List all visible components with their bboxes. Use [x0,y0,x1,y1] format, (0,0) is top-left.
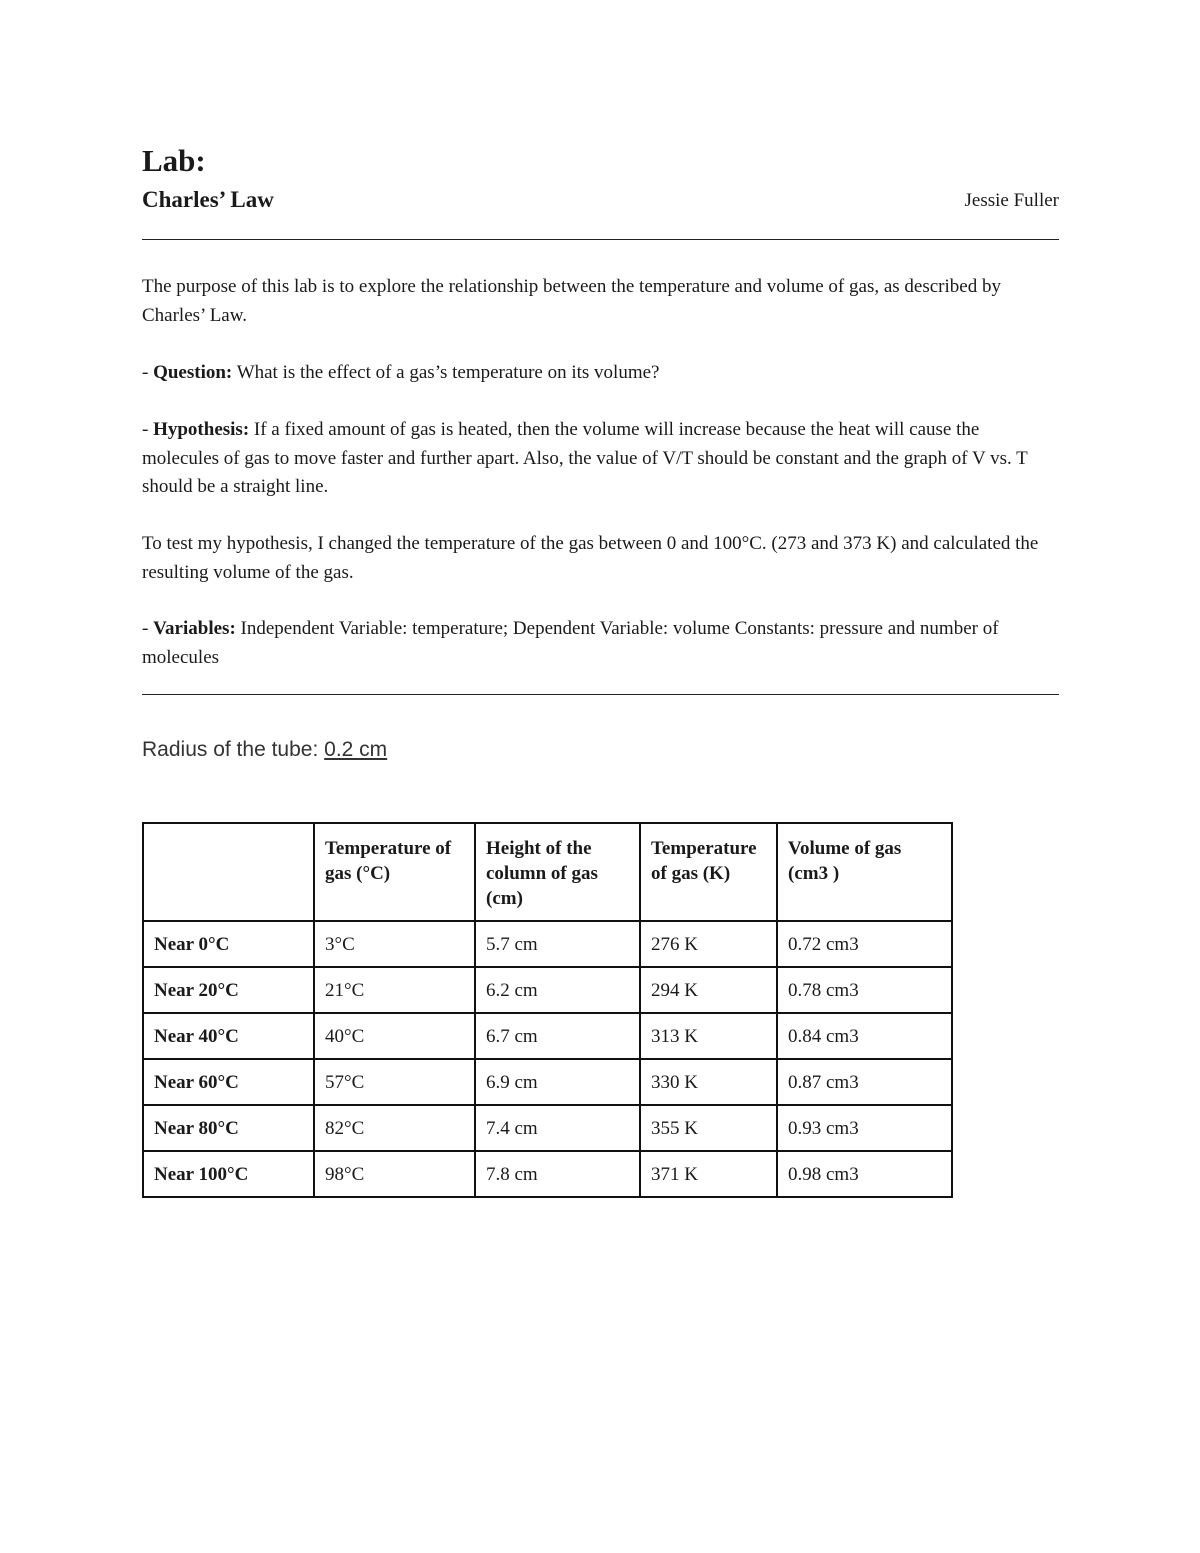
radius-value: 0.2 cm [324,738,388,761]
question-label: Question: [153,362,233,383]
document-title: Charles’ Law [142,187,274,212]
table-cell: 0.78 cm3 [777,967,952,1013]
table-row-label: Near 20°C [143,967,314,1013]
table-cell: 313 K [640,1013,777,1059]
table-row [143,967,952,1013]
table-cell: 6.7 cm [475,1013,640,1059]
table-cell: 0.72 cm3 [777,921,952,967]
title-row [142,184,1059,216]
radius-label: Radius of the tube: [142,738,319,761]
table-cell: 0.87 cm3 [777,1059,952,1105]
table-cell: 355 K [640,1105,777,1151]
hypothesis-paragraph: - Hypothesis: If a fixed amount of gas is heated, then the volume will increase because the heat will cause the molecules of gas to move faster and further apart. Also, the value of V/T should be constant and the graph of V vs. T should be a straight line. [142,419,1028,497]
table-cell: 82°C [314,1105,475,1151]
data-table [142,822,953,1198]
question-paragraph: - Question: What is the effect of a gas’s temperature on its volume? [142,362,660,383]
table-cell: 6.2 cm [475,967,640,1013]
table-header-cell: Temperature of gas (K) [640,823,777,921]
table-row [143,1151,952,1197]
hypothesis-label: Hypothesis: [153,419,250,440]
table-cell: 294 K [640,967,777,1013]
table-cell: 276 K [640,921,777,967]
table-cell: 0.98 cm3 [777,1151,952,1197]
variables-text: Independent Variable: temperature; Dependent Variable: volume Constants: pressure and number of molecules [142,618,999,668]
table-row-label: Near 100°C [143,1151,314,1197]
table-cell: 7.8 cm [475,1151,640,1197]
table-cell: 21°C [314,967,475,1013]
table-cell: 0.93 cm3 [777,1105,952,1151]
table-row [143,1013,952,1059]
table-cell: 98°C [314,1151,475,1197]
table-cell: 3°C [314,921,475,967]
table-row [143,1059,952,1105]
hypothesis-text: If a fixed amount of gas is heated, then the volume will increase because the heat will cause the molecules of gas to move faster and further apart. Also, the value of V/T should be constant and the graph of V vs. T should be a straight line. [142,419,1028,497]
author-name: Jessie Fuller [964,190,1059,211]
table-cell: 40°C [314,1013,475,1059]
table-header-cell: Temperature of gas (°C) [314,823,475,921]
table-cell: 57°C [314,1059,475,1105]
variables-paragraph: - Variables: Independent Variable: temperature; Dependent Variable: volume Constants: pressure and number of molecules [142,618,999,668]
table-row [143,921,952,967]
table-header-cell: Height of the column of gas (cm) [475,823,640,921]
table-row-label: Near 0°C [143,921,314,967]
table-cell: 7.4 cm [475,1105,640,1151]
table-cell: 0.84 cm3 [777,1013,952,1059]
table-cell: 6.9 cm [475,1059,640,1105]
lab-label: Lab: [142,143,206,178]
purpose-paragraph: The purpose of this lab is to explore the relationship between the temperature and volume of gas, as described by Charles’ Law. [142,276,1001,326]
table-row-label: Near 60°C [143,1059,314,1105]
table-row-label: Near 40°C [143,1013,314,1059]
table-cell: 371 K [640,1151,777,1197]
section-divider [142,694,1059,695]
table-header-cell: Volume of gas (cm3 ) [777,823,952,921]
table-row-label: Near 80°C [143,1105,314,1151]
table-header-cell [143,823,314,921]
test-paragraph: To test my hypothesis, I changed the temperature of the gas between 0 and 100°C. (273 and 373 K) and calculated the resulting volume of the gas. [142,533,1039,583]
header-divider [142,239,1059,240]
table-cell: 5.7 cm [475,921,640,967]
table-row [143,1105,952,1151]
table-cell: 330 K [640,1059,777,1105]
question-text: What is the effect of a gas’s temperature on its volume? [236,362,660,383]
radius-line [142,735,387,765]
variables-label: Variables: [153,618,236,639]
table-header-row [143,823,952,921]
